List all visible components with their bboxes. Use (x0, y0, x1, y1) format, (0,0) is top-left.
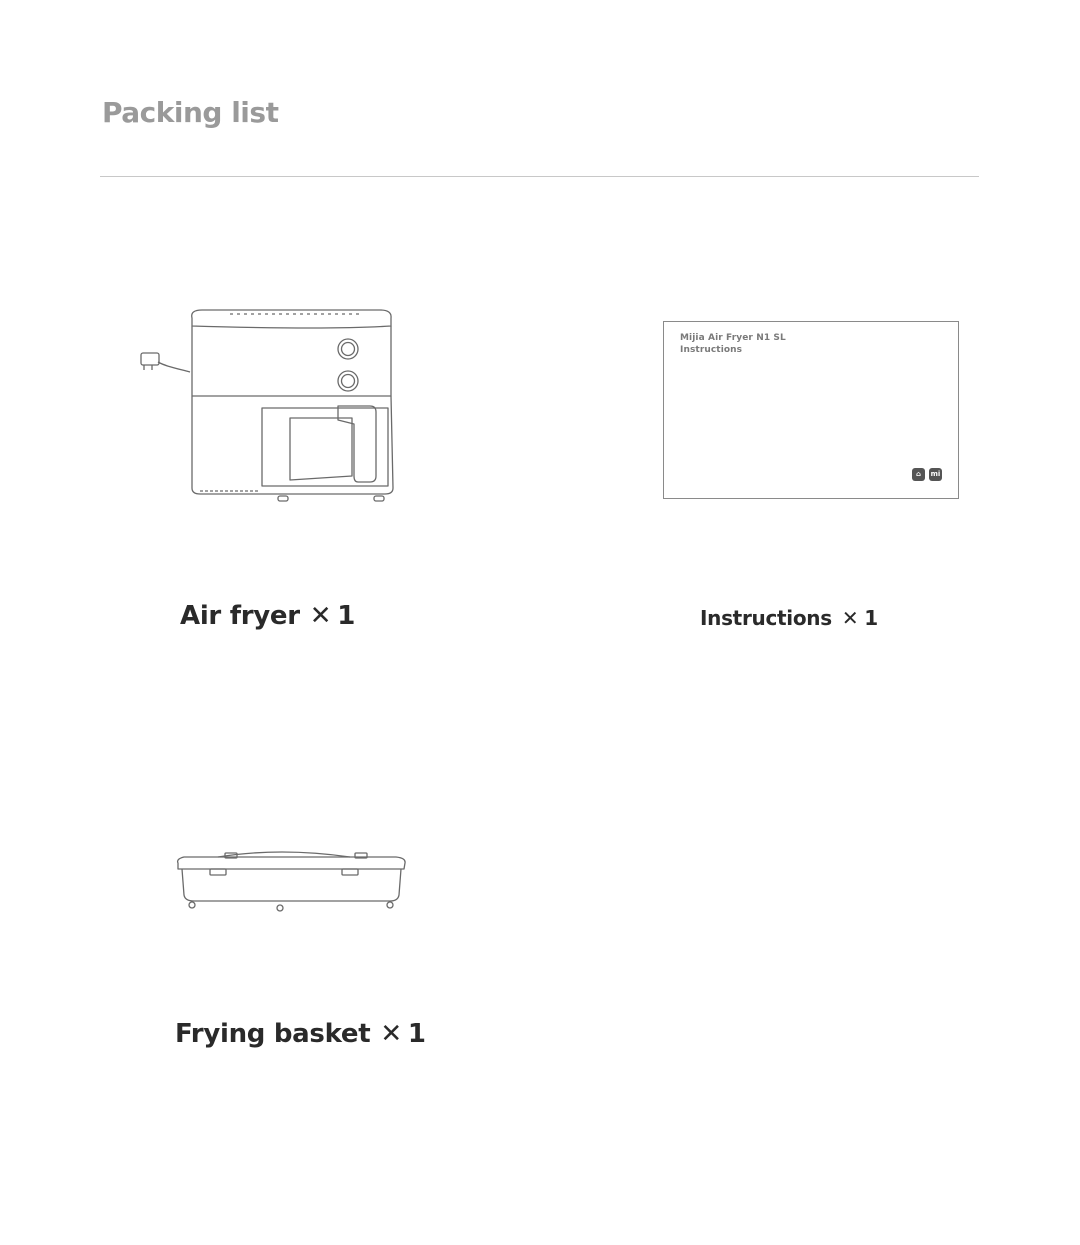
page-title: Packing list (102, 96, 279, 129)
item-name: Air fryer (180, 601, 300, 631)
instructions-manual-illustration (663, 321, 959, 499)
item-qty: 1 (864, 606, 878, 630)
divider (100, 176, 979, 177)
manual-title-line1: Mijia Air Fryer N1 SL (680, 333, 786, 343)
caption-frying-basket (175, 1019, 426, 1049)
times-icon: ✕ (380, 1019, 402, 1049)
item-name: Frying basket (175, 1019, 371, 1049)
caption-instructions (700, 606, 878, 630)
manual-title (680, 332, 786, 356)
frying-basket-illustration (170, 845, 415, 920)
item-name: Instructions (700, 606, 832, 630)
times-icon: ✕ (841, 606, 859, 630)
times-icon: ✕ (309, 601, 332, 631)
caption-air-fryer (180, 601, 355, 631)
mi-home-logo-icon: ⌂ (912, 468, 925, 481)
air-fryer-illustration (130, 300, 410, 515)
mi-logo-icon: mi (929, 468, 942, 481)
item-qty: 1 (407, 1019, 426, 1049)
manual-title-line2: Instructions (680, 345, 743, 355)
item-qty: 1 (337, 601, 356, 631)
